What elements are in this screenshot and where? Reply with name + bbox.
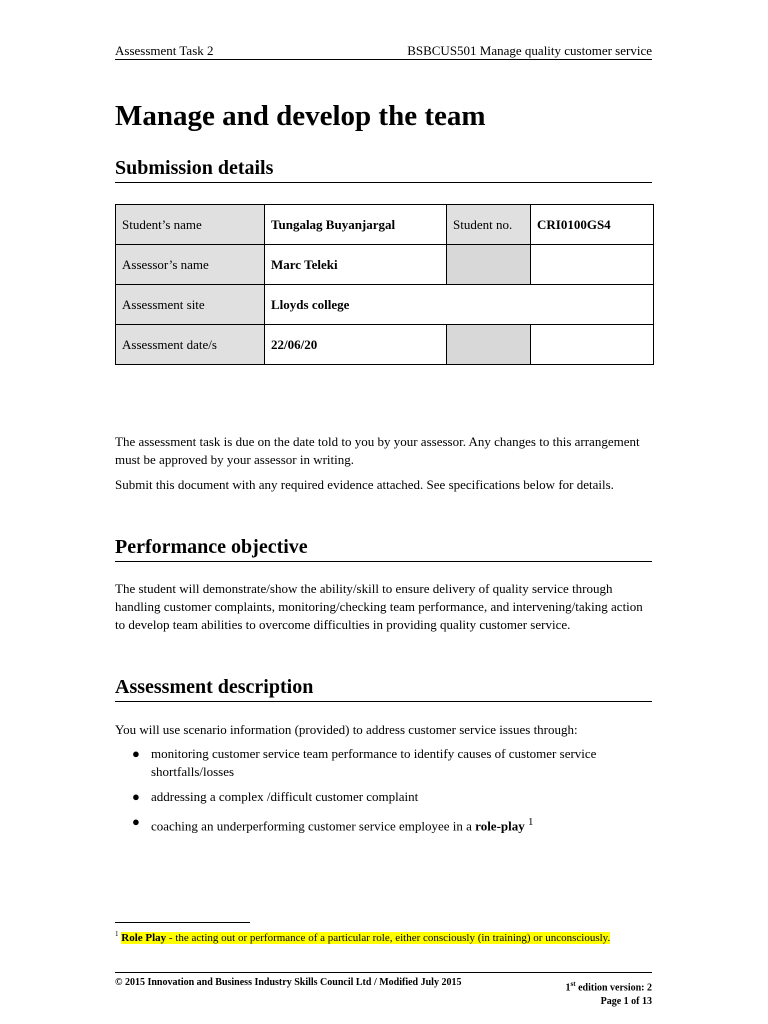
- footer-copyright: © 2015 Innovation and Business Industry Skills Council Ltd / Modified July 2015: [115, 977, 462, 988]
- description-list: [115, 745, 652, 842]
- empty-shaded-cell: [447, 245, 531, 285]
- footnote-text: - the acting out or performance of a particular role, either consciously (in training) or unconsciously.: [166, 931, 611, 944]
- performance-heading: Performance objective: [115, 536, 652, 562]
- date-label: Assessment date/s: [116, 325, 265, 365]
- site-value: Lloyds college: [265, 285, 654, 325]
- table-row: [116, 325, 654, 365]
- assessor-label: Assessor’s name: [116, 245, 265, 285]
- site-label: Assessment site: [116, 285, 265, 325]
- footnote-ref: 1: [528, 816, 534, 828]
- assessor-value: Marc Teleki: [265, 245, 447, 285]
- submit-paragraph: Submit this document with any required evidence attached. See specifications below for details.: [115, 477, 614, 492]
- date-value: 22/06/20: [265, 325, 447, 365]
- bullet-icon: ●: [132, 789, 140, 804]
- page-footer: [115, 972, 652, 1008]
- student-name-value: Tungalag Buyanjargal: [265, 205, 447, 245]
- footnote-mark: 1: [115, 930, 119, 938]
- role-play-term: role-play: [475, 818, 525, 834]
- header-task: Assessment Task 2: [115, 43, 214, 58]
- due-date-paragraph: The assessment task is due on the date told to you by your assessor. Any changes to this arrangement must be approved by your assessor in writing.: [115, 434, 640, 467]
- footnote-term: Role Play: [121, 931, 167, 944]
- student-no-value: CRI0100GS4: [531, 205, 654, 245]
- table-row: [116, 205, 654, 245]
- table-row: [116, 245, 654, 285]
- list-item: ● addressing a complex /difficult customer complaint: [132, 789, 419, 804]
- footnote-divider: [115, 922, 250, 923]
- description-heading: Assessment description: [115, 676, 652, 702]
- header-unit: BSBCUS501 Manage quality customer service: [407, 43, 652, 58]
- page-number: Page 1 of 13: [600, 996, 652, 1008]
- empty-cell: [531, 245, 654, 285]
- page-title: Manage and develop the team: [115, 100, 486, 132]
- list-item: ● coaching an underperforming customer service employee in a role-play $^1$: [132, 814, 534, 834]
- table-row: [116, 285, 654, 325]
- empty-shaded-cell: [447, 325, 531, 365]
- bullet-icon: ●: [132, 814, 140, 829]
- page-header: [115, 43, 652, 60]
- submission-heading: Submission details: [115, 157, 652, 183]
- description-intro: You will use scenario information (provided) to address customer service issues through:: [115, 722, 578, 737]
- student-no-label: Student no.: [447, 205, 531, 245]
- list-item: ● monitoring customer service team performance to identify causes of customer service shortfalls/losses: [132, 746, 597, 779]
- student-name-label: Student’s name: [116, 205, 265, 245]
- empty-cell: [531, 325, 654, 365]
- footnote: [115, 926, 618, 946]
- performance-text: The student will demonstrate/show the ability/skill to ensure delivery of quality service through handling customer complaints, monitoring/checking team performance, and intervening/taking action to develop team abilities to overcome difficulties in providing quality customer service.: [115, 581, 643, 632]
- bullet-icon: ●: [132, 746, 140, 761]
- submission-table: [115, 204, 654, 365]
- footer-edition: 1st edition version: 2 Page 1 of 13: [565, 980, 652, 1008]
